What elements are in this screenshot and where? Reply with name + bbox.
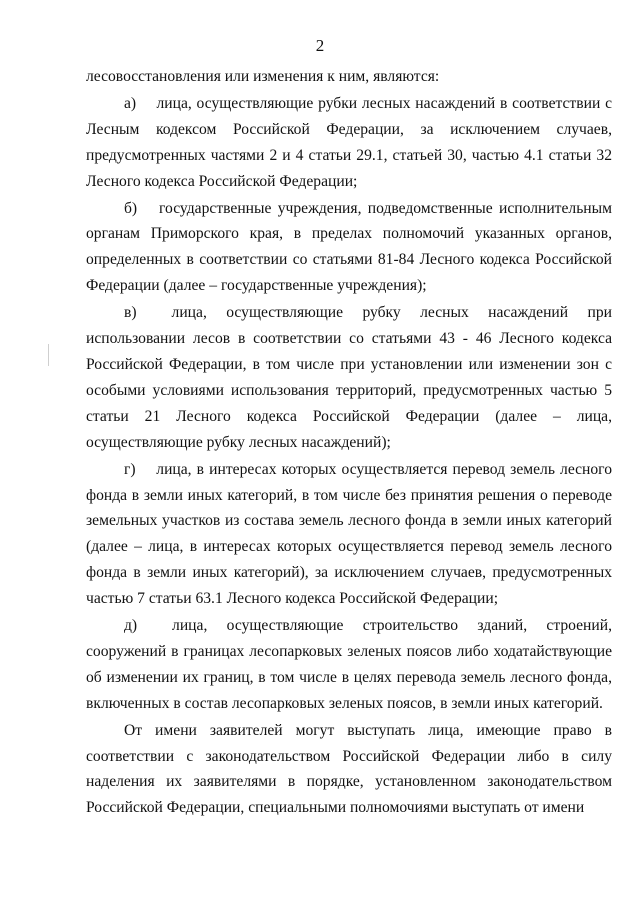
paragraph-item-v: в) лица, осуществляющие рубку лесных насаждений при использовании лесов в соответствии со статьями 43 - 46 Лесного кодекса Российской Федерации, в том числе при установлении или изменении зон с особыми условиями использования территорий, предусмотренных частью 5 статьи 21 Лесного кодекса Российской Федерации (далее – лица, осуществляющие рубку лесных насаждений); [86,304,612,451]
paragraph-continuation: лесовосстановления или изменения к ним, являются: [86,68,440,85]
page-number: 2 [315,36,325,55]
document-body [86,64,612,821]
paragraph-item-g: г) лица, в интересах которых осуществляется перевод земель лесного фонда в земли иных категорий, в том числе без принятия решения о переводе земельных участков из состава земель лесного фонда в земли иных категорий (далее – лица, в интересах которых осуществляется перевод земель лесного фонда в земли иных категорий), за исключением случаев, предусмотренных частью 7 статьи 63.1 Лесного кодекса Российской Федерации; [86,460,612,608]
paragraph-representatives: От имени заявителей могут выступать лица, имеющие право в соответствии с законодательством Российской Федерации либо в силу наделения их заявителями в порядке, установленном законодательством Российской Федерации, специальными полномочиями выступать от имени [86,721,612,817]
margin-mark [48,344,49,366]
paragraph-item-d: д) лица, осуществляющие строительство зданий, строений, сооружений в границах лесопарковых зеленых поясов либо ходатайствующие об изменении их границ, в том числе в целях перевода земель лесного фонда, включенных в состав лесопарковых зеленых поясов, в земли иных категорий. [86,617,612,712]
paragraph-item-b: б) государственные учреждения, подведомственные исполнительным органам Приморского края, в пределах полномочий указанных органов, определенных в соответствии со статьями 81-84 Лесного кодекса Российской Федерации (далее – государственные учреждения); [86,199,612,295]
paragraph-item-a: а) лица, осуществляющие рубки лесных насаждений в соответствии с Лесным кодексом Российской Федерации, за исключением случаев, предусмотренных частями 2 и 4 статьи 29.1, статьей 30, частью 4.1 статьи 32 Лесного кодекса Российской Федерации; [86,94,612,190]
